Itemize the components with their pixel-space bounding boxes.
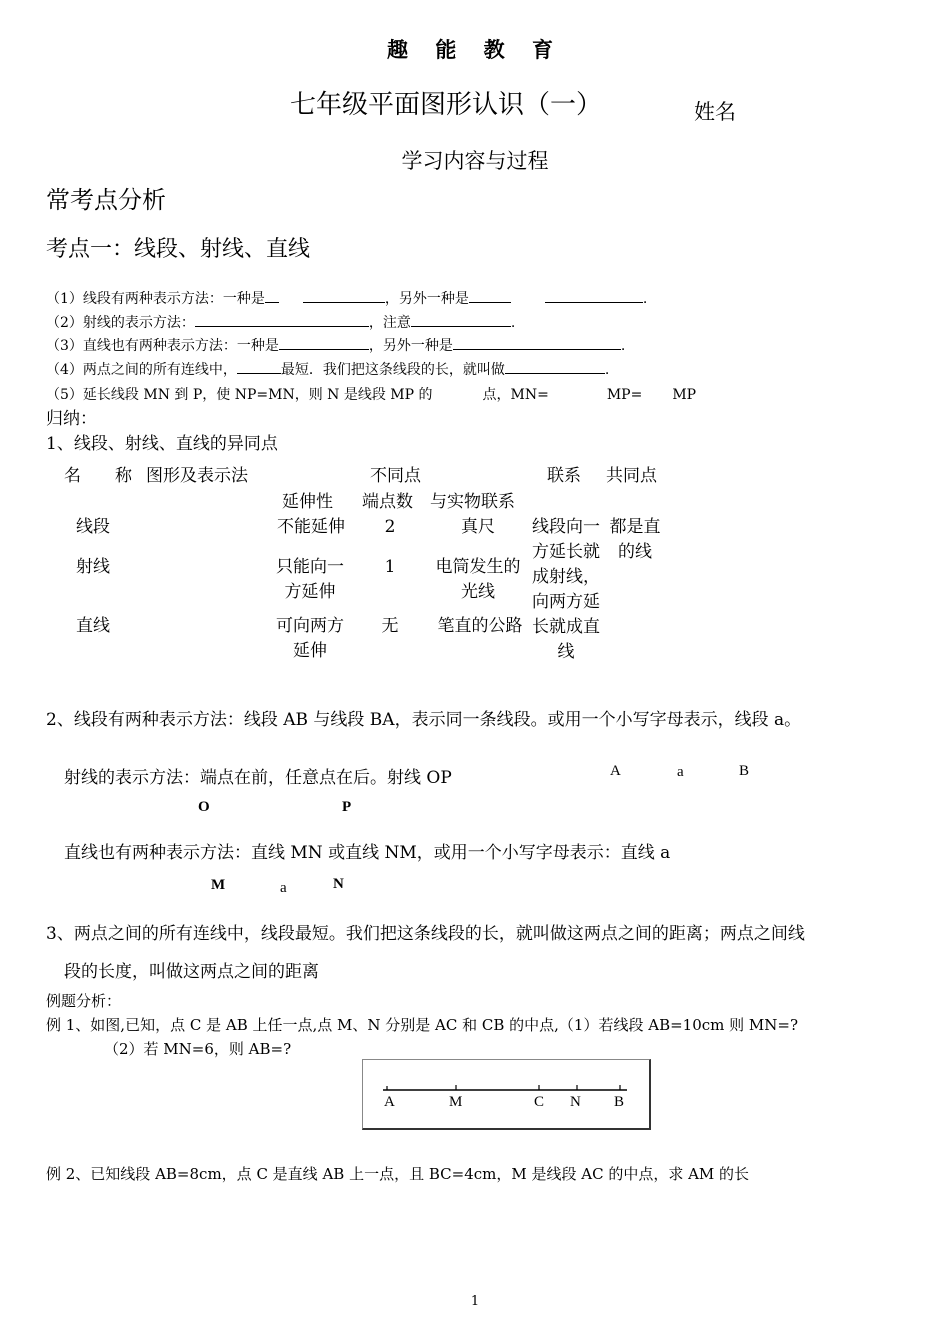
answer-blank bbox=[195, 312, 369, 327]
question-text: （4）两点之间的所有连线中， bbox=[46, 362, 237, 378]
page-title: 七年级平面图形认识（一） bbox=[290, 90, 603, 120]
ray-label-o: O bbox=[198, 799, 210, 815]
point-2-line: 直线也有两种表示方法：直线 MN 或直线 NM，或用一个小写字母表示：直线 a bbox=[64, 843, 671, 863]
summary-point-1: 1、线段、射线、直线的异同点 bbox=[46, 434, 278, 454]
question-text: （3）直线也有两种表示方法：一种是 bbox=[46, 338, 279, 354]
topic-heading: 考点一：线段、射线、直线 bbox=[46, 237, 311, 262]
table-header-common: 共同点 bbox=[606, 466, 657, 486]
table-cell-link: 线段向一方延长就成射线，向两方延长就成直线 bbox=[532, 517, 600, 662]
line-label-m: M bbox=[211, 877, 226, 893]
question-text: MP= bbox=[606, 387, 643, 403]
table-cell-endpoints: 2 bbox=[384, 517, 396, 537]
examples-label: 例题分析： bbox=[46, 992, 122, 1010]
table-cell-extend: 可向两方延伸 bbox=[276, 616, 344, 661]
page-number: 1 bbox=[470, 1294, 480, 1309]
example-1-line-2: （2）若 MN=6，则 AB=? bbox=[104, 1040, 292, 1058]
line-label-n: N bbox=[333, 876, 344, 892]
line-label-a: a bbox=[280, 880, 287, 896]
segment-figure bbox=[362, 1059, 651, 1130]
name-label: 姓名 bbox=[694, 100, 736, 124]
table-header-name: 名 称 bbox=[64, 466, 132, 486]
answer-blank bbox=[505, 359, 605, 374]
segment-label-a-point: A bbox=[610, 763, 621, 779]
segment-label-b-point: B bbox=[739, 763, 750, 779]
answer-blank bbox=[469, 288, 511, 303]
answer-blank bbox=[453, 335, 621, 350]
answer-blank bbox=[237, 359, 281, 374]
ray-label-p: P bbox=[342, 799, 352, 815]
question-4 bbox=[46, 359, 609, 379]
question-text: MP bbox=[672, 387, 697, 403]
answer-blank bbox=[279, 335, 369, 350]
answer-blank bbox=[265, 288, 279, 303]
table-header-link: 联系 bbox=[547, 466, 581, 486]
table-header-extend: 延伸性 bbox=[282, 492, 333, 512]
question-2 bbox=[46, 312, 515, 332]
question-3 bbox=[46, 335, 625, 355]
question-text: ，另外一种是 bbox=[384, 291, 469, 307]
answer-blank bbox=[303, 288, 385, 303]
question-text: （5）延长线段 MN 到 P，使 NP=MN，则 N 是线段 MP 的 bbox=[46, 387, 433, 403]
question-text: . bbox=[510, 315, 516, 331]
segment-label-a-lower: a bbox=[677, 764, 684, 780]
table-cell-name: 直线 bbox=[76, 616, 110, 636]
question-text: . bbox=[604, 362, 610, 378]
table-header-diff: 不同点 bbox=[370, 466, 421, 486]
answer-blank bbox=[545, 288, 643, 303]
example-1-line-1: 例 1、如图,已知，点 C 是 AB 上任一点,点 M、N 分别是 AC 和 CB 的中点,（1）若线段 AB=10cm 则 MN=? bbox=[46, 1016, 799, 1034]
brand-name: 趣 能 教 育 bbox=[387, 37, 563, 62]
segment-figure-svg bbox=[363, 1060, 649, 1128]
question-text: ，注意 bbox=[368, 315, 411, 331]
question-text: 点，MN= bbox=[482, 387, 549, 403]
figure-label-c: C bbox=[534, 1094, 545, 1110]
table-cell-name: 线段 bbox=[76, 517, 110, 537]
table-cell-extend: 不能延伸 bbox=[277, 517, 345, 537]
section-heading: 常考点分析 bbox=[46, 186, 166, 214]
question-text: 最短．我们把这条线段的长，就叫做 bbox=[280, 362, 505, 378]
figure-label-m: M bbox=[449, 1094, 463, 1110]
point-3-line-1: 3、两点之间的所有连线中，线段最短。我们把这条线段的长，就叫做这两点之间的距离；两点之间线 bbox=[46, 924, 805, 944]
table-cell-name: 射线 bbox=[76, 557, 110, 577]
question-5 bbox=[46, 384, 696, 404]
table-cell-object: 笔直的公路 bbox=[437, 616, 523, 636]
question-text: （1）线段有两种表示方法：一种是 bbox=[46, 291, 265, 307]
question-1 bbox=[46, 288, 647, 308]
figure-label-a: A bbox=[384, 1094, 395, 1110]
table-cell-endpoints: 无 bbox=[381, 616, 399, 636]
point-2-segment: 2、线段有两种表示方法：线段 AB 与线段 BA，表示同一条线段。或用一个小写字母表示，线段 a。 bbox=[46, 710, 802, 730]
table-header-object: 与实物联系 bbox=[430, 492, 515, 512]
question-text: ，另外一种是 bbox=[368, 338, 453, 354]
figure-label-b: B bbox=[614, 1094, 625, 1110]
table-cell-object: 真尺 bbox=[461, 517, 495, 537]
table-cell-endpoints: 1 bbox=[384, 557, 396, 577]
table-cell-object: 电筒发生的光线 bbox=[435, 557, 521, 602]
question-text: . bbox=[642, 291, 648, 307]
point-3-line-2: 段的长度，叫做这两点之间的距离 bbox=[64, 962, 319, 982]
point-2-ray: 射线的表示方法：端点在前，任意点在后。射线 OP bbox=[64, 768, 452, 788]
question-text: . bbox=[620, 338, 626, 354]
example-2: 例 2、已知线段 AB=8cm，点 C 是直线 AB 上一点，且 BC=4cm，M 是线段 AC 的中点，求 AM 的长 bbox=[46, 1165, 750, 1183]
question-text: （2）射线的表示方法： bbox=[46, 315, 195, 331]
answer-blank bbox=[411, 312, 511, 327]
table-header-figure: 图形及表示法 bbox=[146, 466, 248, 486]
table-cell-extend: 只能向一方延伸 bbox=[276, 557, 344, 602]
figure-label-n: N bbox=[570, 1094, 581, 1110]
table-header-endpoints: 端点数 bbox=[362, 492, 413, 512]
table-cell-common: 都是直的线 bbox=[609, 517, 661, 562]
subtitle: 学习内容与过程 bbox=[401, 149, 549, 173]
summary-label: 归纳： bbox=[46, 409, 97, 429]
